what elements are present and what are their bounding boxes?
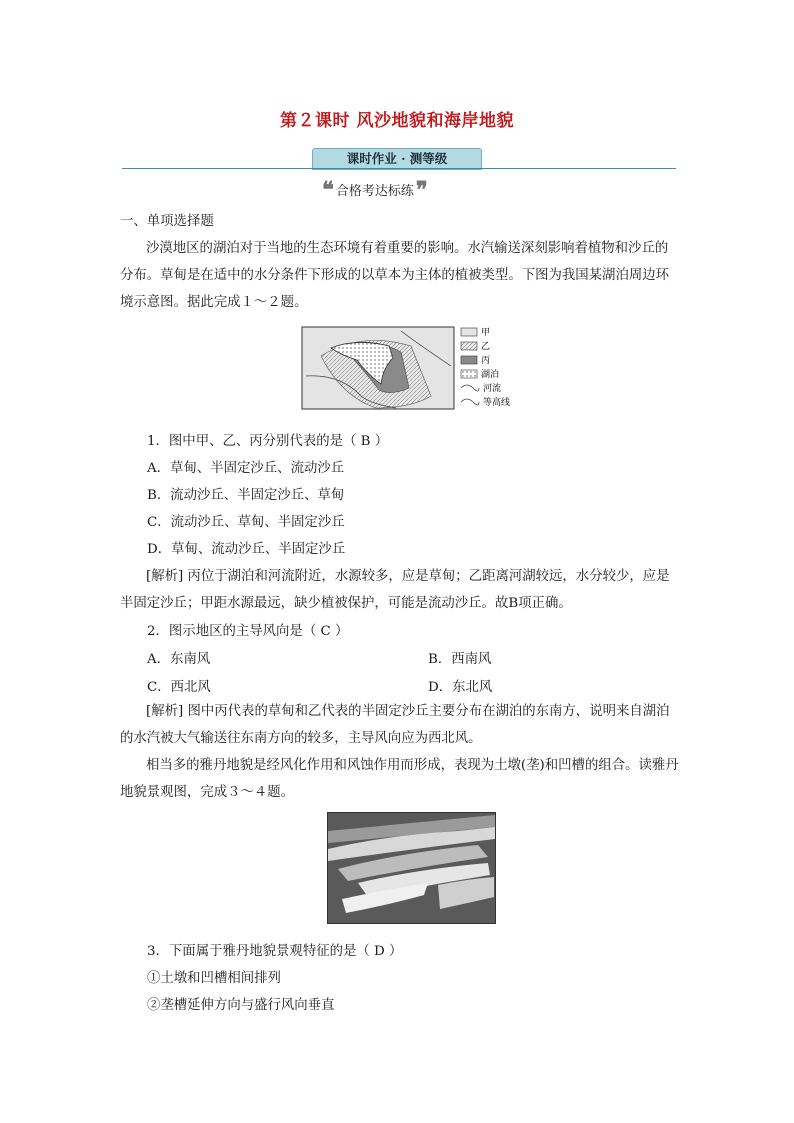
divider-line (122, 168, 676, 169)
question-1-analysis: [解析] 丙位于湖泊和河流附近，水源较多，应是草甸；乙距离河湖较远，水分较少，应是半固定沙丘；甲距水源最远，缺少植被保护，可能是流动沙丘。故B项正确。 (120, 569, 670, 611)
question-1-option-a: A．草甸、半固定沙丘、流动沙丘 (147, 461, 345, 476)
question-2-analysis: [解析] 图中丙代表的草甸和乙代表的半固定沙丘主要分布在湖泊的东南方，说明来自湖泊的水汽被大气输送往东南方向的较多，主导风向应为西北风。 (120, 704, 670, 746)
intro-paragraph-1: 沙漠地区的湖泊对于当地的生态环境有着重要的影响。水汽输送深刻影响着植物和沙丘的分布。草甸是在适中的水分条件下形成的以草本为主体的植被类型。下图为我国某湖泊周边环境示意图。据此完成１～２题。 (120, 241, 670, 310)
question-1-option-d: D．草甸、流动沙丘、半固定沙丘 (147, 542, 346, 557)
map-legend (461, 327, 510, 408)
intro-paragraph-2: 相当多的雅丹地貌是经风化作用和风蚀作用而形成，表现为土墩(垄)和凹槽的组合。读雅丹地貌景观图，完成３～４题。 (120, 758, 679, 800)
question-2-stem: 2．图示地区的主导风向是（ C ） (147, 624, 349, 639)
question-2-option-d: D．东北风 (428, 680, 493, 695)
section-banner: 课时作业 · 测等级 (312, 148, 482, 170)
question-2-option-c: C．西北风 (147, 680, 211, 695)
question-3-item-2: ②垄槽延伸方向与盛行风向垂直 (147, 998, 335, 1013)
question-1-stem: 1．图中甲、乙、丙分别代表的是（ B ） (147, 434, 389, 449)
legend-river: 河流 (483, 384, 502, 394)
question-2-option-b: B．西南风 (428, 652, 492, 667)
close-quote-icon: ❞ (415, 176, 428, 203)
legend-jia: 甲 (481, 328, 491, 338)
yardang-landscape-photo (327, 812, 496, 924)
legend-bing: 丙 (481, 356, 491, 366)
section-heading: 一、单项选择题 (120, 214, 214, 229)
open-quote-icon: ❝ (322, 176, 334, 203)
legend-lake: 湖泊 (481, 370, 500, 380)
question-3-item-1: ①土墩和凹槽相间排列 (147, 971, 281, 986)
question-1-option-b: B．流动沙丘、半固定沙丘、草甸 (147, 488, 345, 503)
legend-yi: 乙 (481, 342, 491, 352)
question-3-stem: 3．下面属于雅丹地貌景观特征的是（ D ） (147, 944, 403, 959)
lake-environment-map (301, 326, 531, 414)
sub-banner-text: 合格考达标练 (335, 184, 414, 199)
sub-banner (322, 176, 428, 203)
page-title: 第２课时 风沙地貌和海岸地貌 (280, 111, 514, 131)
question-2-option-a: A．东南风 (147, 652, 211, 667)
question-1-option-c: C．流动沙丘、草甸、半固定沙丘 (147, 515, 345, 530)
legend-contour: 等高线 (483, 398, 511, 408)
